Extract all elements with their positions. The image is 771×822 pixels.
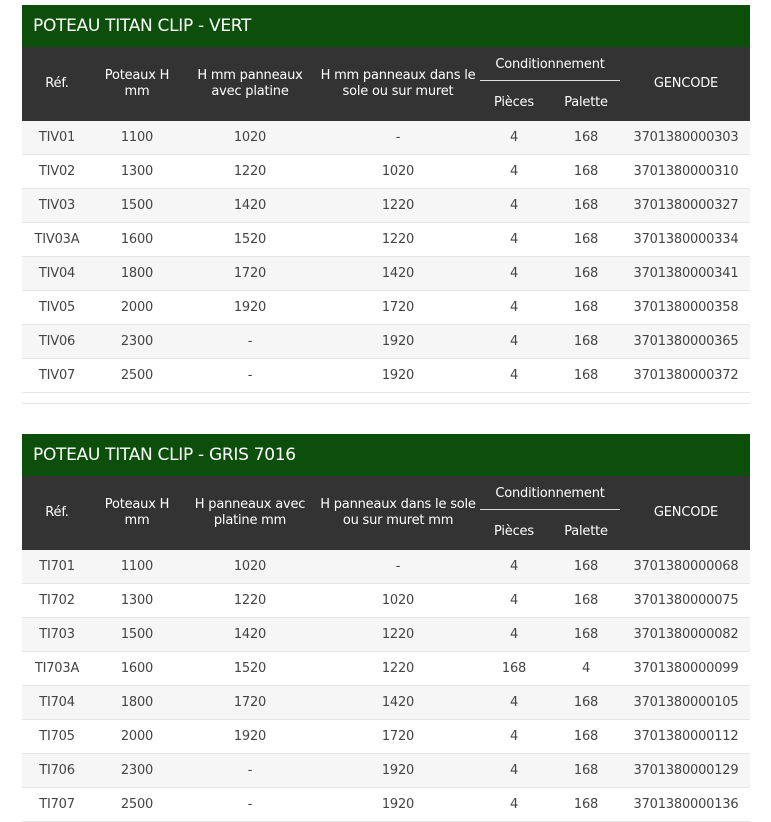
header-pieces: Pièces	[478, 514, 550, 550]
product-table	[22, 47, 750, 393]
cell-poteaux: 2000	[92, 720, 182, 754]
cell-pieces: 4	[478, 291, 550, 325]
header-conditionnement: Conditionnement	[478, 476, 622, 514]
cell-gencode: 3701380000075	[622, 584, 750, 618]
cell-sole: 1220	[318, 652, 478, 686]
table-row	[22, 720, 750, 754]
cell-gencode: 3701380000341	[622, 257, 750, 291]
header-gencode: GENCODE	[622, 47, 750, 121]
cell-palette: 168	[550, 291, 622, 325]
cell-platine: -	[182, 359, 318, 393]
cell-poteaux: 2300	[92, 754, 182, 788]
cell-palette: 4	[550, 652, 622, 686]
cell-sole: 1920	[318, 788, 478, 822]
cell-palette: 168	[550, 223, 622, 257]
cell-platine: 1920	[182, 720, 318, 754]
table-section-vert	[22, 5, 750, 393]
cell-platine: 1420	[182, 189, 318, 223]
cell-poteaux: 1600	[92, 223, 182, 257]
cell-poteaux: 1800	[92, 257, 182, 291]
cell-pieces: 4	[478, 359, 550, 393]
cell-poteaux: 2500	[92, 788, 182, 822]
product-table	[22, 476, 750, 822]
header-ref: Réf.	[22, 476, 92, 550]
cell-gencode: 3701380000129	[622, 754, 750, 788]
table-title: POTEAU TITAN CLIP - GRIS 7016	[22, 434, 750, 476]
cell-sole: 1920	[318, 754, 478, 788]
cell-ref: TI702	[22, 584, 92, 618]
cell-palette: 168	[550, 686, 622, 720]
cell-poteaux: 1600	[92, 652, 182, 686]
table-row	[22, 121, 750, 155]
cell-platine: 1720	[182, 257, 318, 291]
header-platine: H mm panneaux avec platine	[182, 47, 318, 121]
cell-ref: TIV03	[22, 189, 92, 223]
cell-palette: 168	[550, 584, 622, 618]
cell-platine: -	[182, 788, 318, 822]
table-section-gris	[22, 434, 750, 822]
cell-sole: 1220	[318, 189, 478, 223]
cell-gencode: 3701380000112	[622, 720, 750, 754]
table-row	[22, 291, 750, 325]
cell-sole: 1420	[318, 686, 478, 720]
cell-platine: 1020	[182, 121, 318, 155]
cell-gencode: 3701380000334	[622, 223, 750, 257]
cell-sole: 1720	[318, 291, 478, 325]
cell-sole: -	[318, 121, 478, 155]
cell-gencode: 3701380000372	[622, 359, 750, 393]
cell-poteaux: 2300	[92, 325, 182, 359]
cell-poteaux: 1300	[92, 584, 182, 618]
table-row	[22, 223, 750, 257]
cell-palette: 168	[550, 550, 622, 584]
cell-palette: 168	[550, 788, 622, 822]
cell-sole: 1720	[318, 720, 478, 754]
table-row	[22, 618, 750, 652]
cell-poteaux: 1100	[92, 550, 182, 584]
cell-poteaux: 2000	[92, 291, 182, 325]
table-row	[22, 584, 750, 618]
cell-gencode: 3701380000310	[622, 155, 750, 189]
cell-palette: 168	[550, 618, 622, 652]
cell-pieces: 4	[478, 618, 550, 652]
table-title: POTEAU TITAN CLIP - VERT	[22, 5, 750, 47]
cell-ref: TIV06	[22, 325, 92, 359]
cell-platine: 1220	[182, 155, 318, 189]
header-conditionnement: Conditionnement	[478, 47, 622, 85]
cell-pieces: 4	[478, 550, 550, 584]
cell-sole: 1920	[318, 359, 478, 393]
table-row	[22, 686, 750, 720]
cell-palette: 168	[550, 359, 622, 393]
cell-pieces: 4	[478, 325, 550, 359]
cell-ref: TIV05	[22, 291, 92, 325]
cell-platine: 1420	[182, 618, 318, 652]
header-ref: Réf.	[22, 47, 92, 121]
cell-gencode: 3701380000136	[622, 788, 750, 822]
cell-pieces: 4	[478, 754, 550, 788]
cell-palette: 168	[550, 325, 622, 359]
table-row	[22, 652, 750, 686]
cell-ref: TIV07	[22, 359, 92, 393]
cell-pieces: 4	[478, 720, 550, 754]
cell-ref: TI707	[22, 788, 92, 822]
cell-palette: 168	[550, 189, 622, 223]
cell-ref: TI703	[22, 618, 92, 652]
cell-ref: TIV02	[22, 155, 92, 189]
header-sole: H panneaux dans le sole ou sur muret mm	[318, 476, 478, 550]
section-divider	[22, 403, 750, 404]
header-platine: H panneaux avec platine mm	[182, 476, 318, 550]
header-palette: Palette	[550, 85, 622, 121]
cell-gencode: 3701380000068	[622, 550, 750, 584]
cell-gencode: 3701380000358	[622, 291, 750, 325]
cell-platine: 1520	[182, 223, 318, 257]
table-row	[22, 155, 750, 189]
cell-sole: 1220	[318, 223, 478, 257]
cell-pieces: 168	[478, 652, 550, 686]
cell-poteaux: 1800	[92, 686, 182, 720]
cell-platine: -	[182, 754, 318, 788]
cell-pieces: 4	[478, 189, 550, 223]
cell-platine: 1920	[182, 291, 318, 325]
cell-sole: 1420	[318, 257, 478, 291]
cell-platine: 1720	[182, 686, 318, 720]
cell-ref: TI706	[22, 754, 92, 788]
cell-poteaux: 1500	[92, 189, 182, 223]
table-row	[22, 359, 750, 393]
cell-sole: 1020	[318, 584, 478, 618]
cell-poteaux: 1100	[92, 121, 182, 155]
table-row	[22, 257, 750, 291]
cell-pieces: 4	[478, 788, 550, 822]
table-row	[22, 754, 750, 788]
cell-poteaux: 1500	[92, 618, 182, 652]
cell-pieces: 4	[478, 155, 550, 189]
cell-ref: TI704	[22, 686, 92, 720]
cell-pieces: 4	[478, 223, 550, 257]
cell-pieces: 4	[478, 121, 550, 155]
header-palette: Palette	[550, 514, 622, 550]
cell-gencode: 3701380000082	[622, 618, 750, 652]
cell-ref: TIV03A	[22, 223, 92, 257]
cell-sole: 1020	[318, 155, 478, 189]
cell-platine: 1520	[182, 652, 318, 686]
cell-pieces: 4	[478, 257, 550, 291]
cell-platine: 1220	[182, 584, 318, 618]
table-row	[22, 189, 750, 223]
header-gencode: GENCODE	[622, 476, 750, 550]
header-sole: H mm panneaux dans le sole ou sur muret	[318, 47, 478, 121]
cell-platine: 1020	[182, 550, 318, 584]
cell-palette: 168	[550, 754, 622, 788]
cell-gencode: 3701380000365	[622, 325, 750, 359]
cell-gencode: 3701380000303	[622, 121, 750, 155]
cell-sole: -	[318, 550, 478, 584]
cell-pieces: 4	[478, 686, 550, 720]
header-poteaux: Poteaux H mm	[92, 476, 182, 550]
cell-ref: TIV01	[22, 121, 92, 155]
header-pieces: Pièces	[478, 85, 550, 121]
table-row	[22, 788, 750, 822]
cell-gencode: 3701380000105	[622, 686, 750, 720]
cell-palette: 168	[550, 121, 622, 155]
cell-ref: TI705	[22, 720, 92, 754]
cell-pieces: 4	[478, 584, 550, 618]
cell-platine: -	[182, 325, 318, 359]
cell-poteaux: 2500	[92, 359, 182, 393]
cell-gencode: 3701380000327	[622, 189, 750, 223]
cell-ref: TI701	[22, 550, 92, 584]
table-row	[22, 550, 750, 584]
cell-gencode: 3701380000099	[622, 652, 750, 686]
header-poteaux: Poteaux H mm	[92, 47, 182, 121]
cell-palette: 168	[550, 257, 622, 291]
cell-sole: 1920	[318, 325, 478, 359]
cell-ref: TI703A	[22, 652, 92, 686]
cell-ref: TIV04	[22, 257, 92, 291]
cell-palette: 168	[550, 720, 622, 754]
table-row	[22, 325, 750, 359]
cell-sole: 1220	[318, 618, 478, 652]
cell-poteaux: 1300	[92, 155, 182, 189]
cell-palette: 168	[550, 155, 622, 189]
